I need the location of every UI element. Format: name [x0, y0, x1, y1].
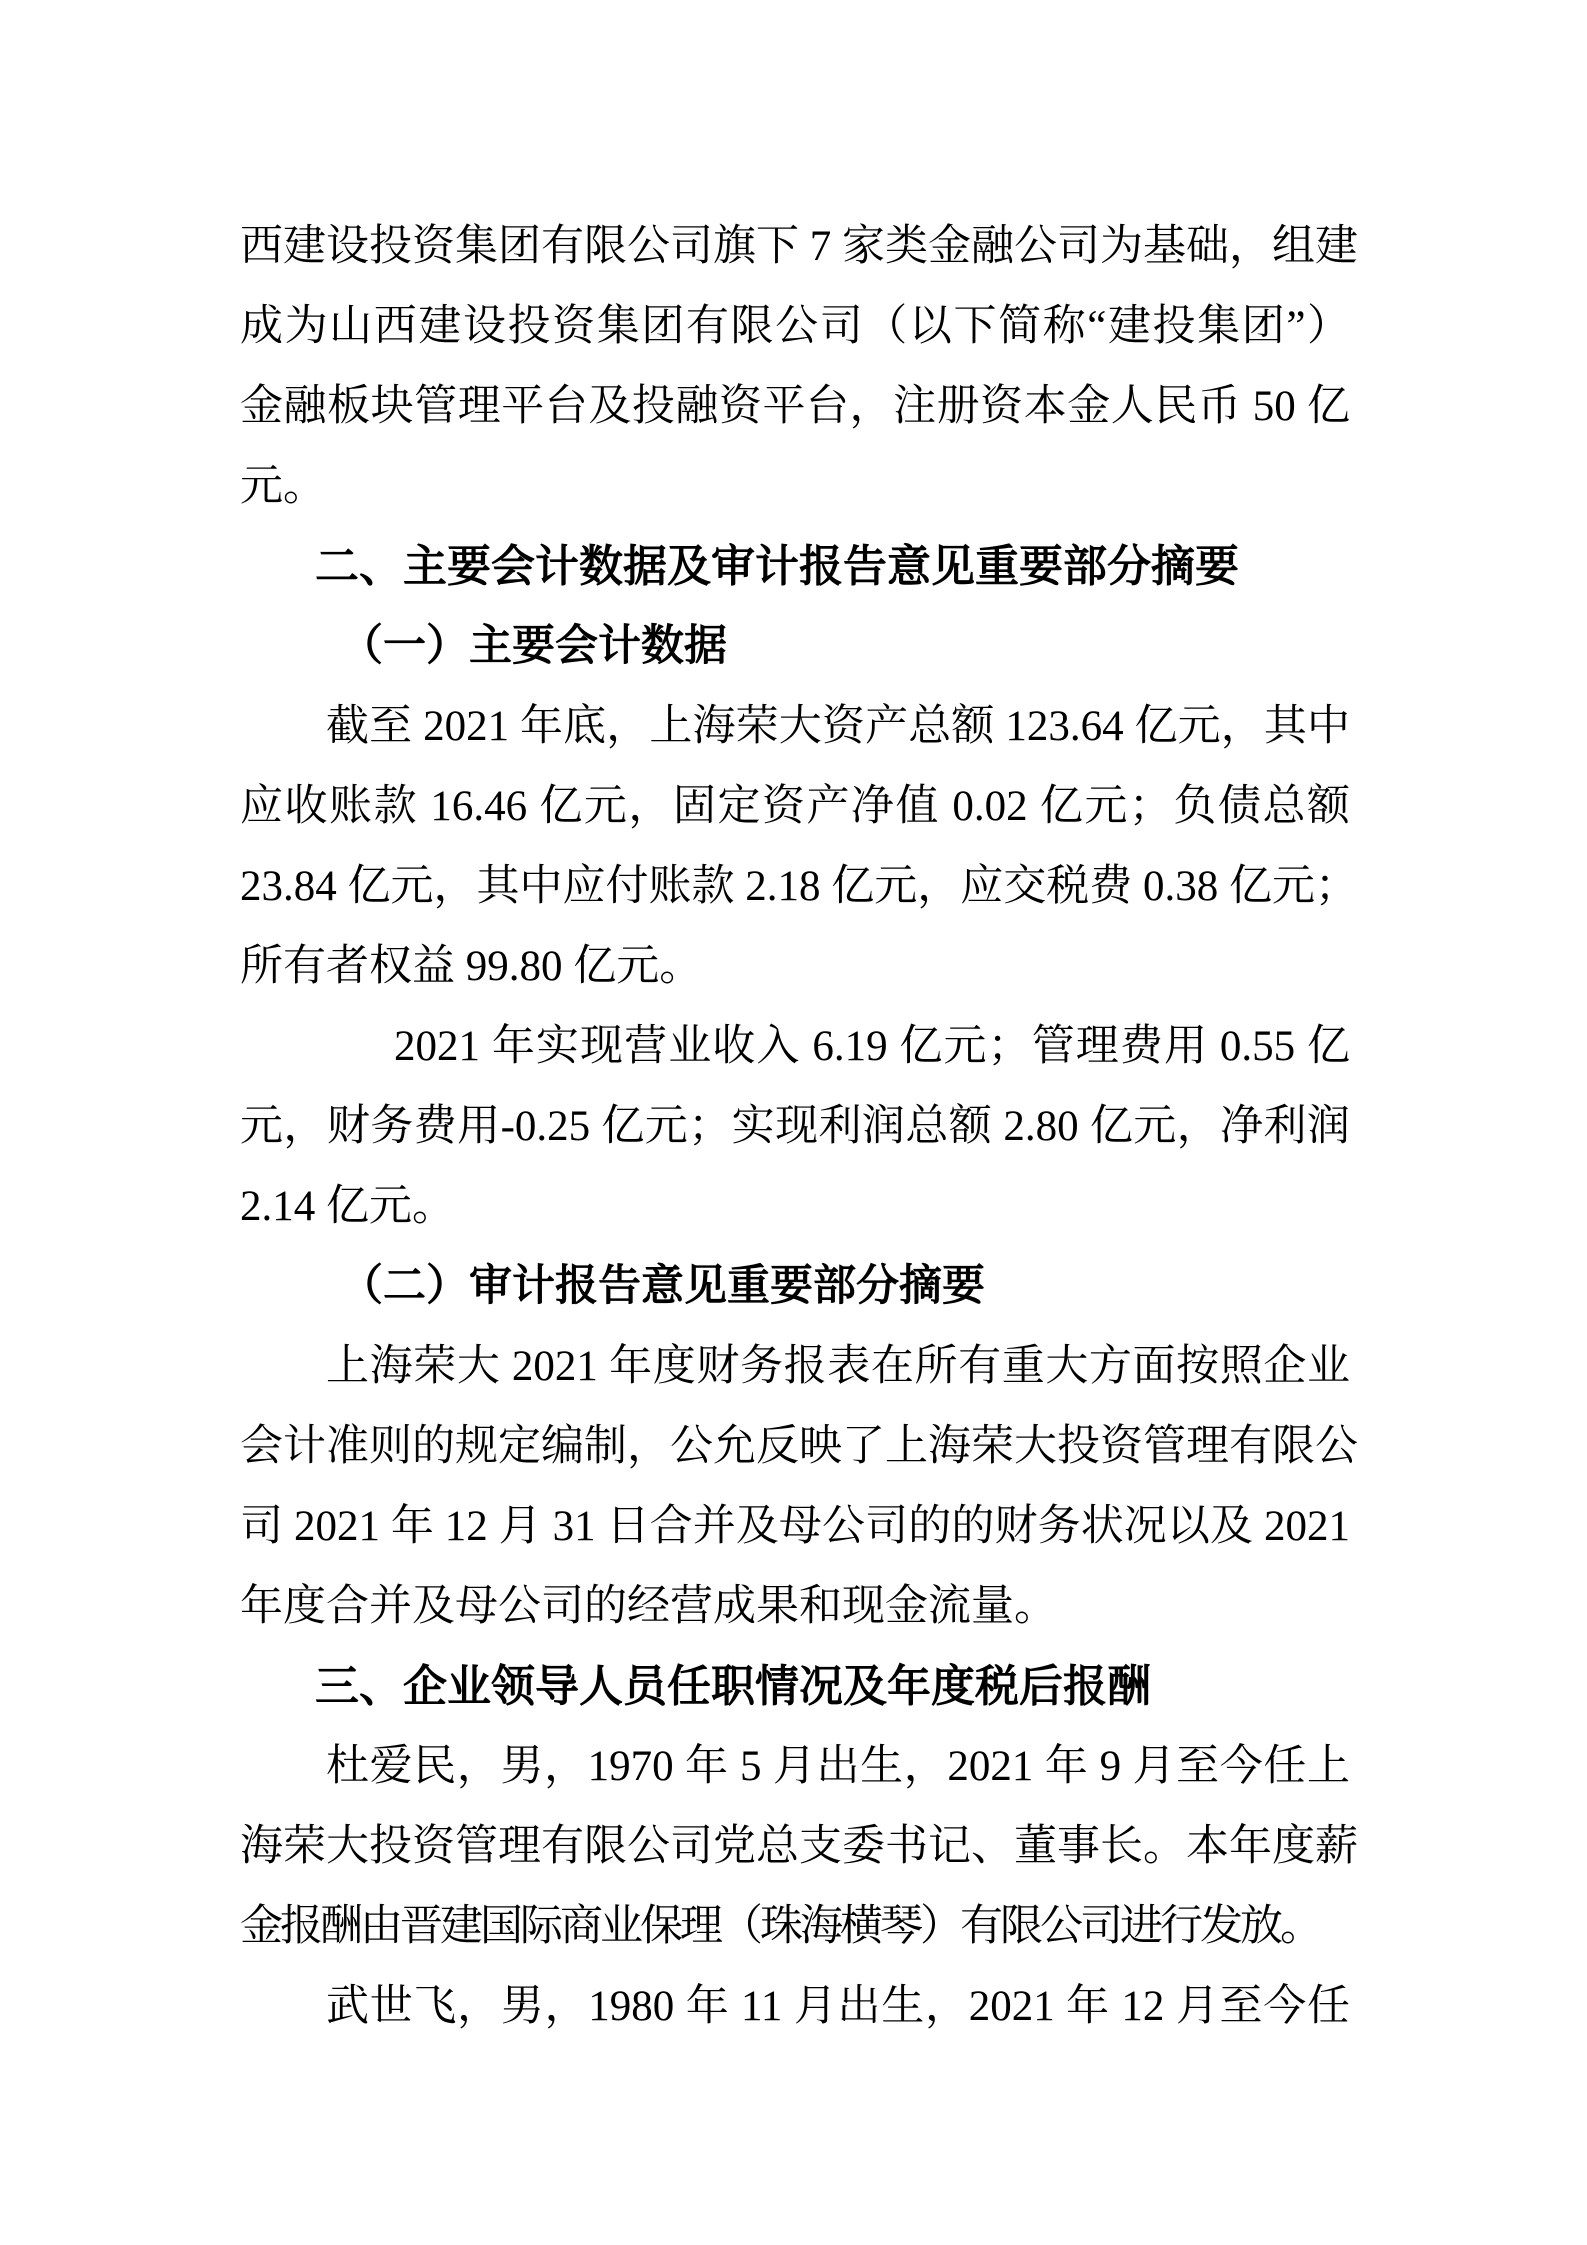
text-line: 会计准则的规定编制，公允反映了上海荣大投资管理有限公	[240, 1423, 1358, 1470]
subsection-heading: （二）审计报告意见重要部分摘要	[340, 1263, 985, 1310]
text-line: 2.14 亿元。	[240, 1183, 455, 1230]
text-line: 金融板块管理平台及投融资平台，注册资本金人民币 50 亿	[240, 383, 1350, 430]
text-line: 金报酬由晋建国际商业保理（珠海横琴）有限公司进行发放。	[240, 1903, 1320, 1950]
document-text-block	[240, 207, 1358, 2047]
text-line: 元，财务费用-0.25 亿元；实现利润总额 2.80 亿元，净利润	[240, 1103, 1350, 1150]
text-line: 杜爱民，男，1970 年 5 月出生，2021 年 9 月至今任上	[326, 1743, 1350, 1790]
text-line: 上海荣大 2021 年度财务报表在所有重大方面按照企业	[326, 1343, 1350, 1390]
text-line: 截至 2021 年底，上海荣大资产总额 123.64 亿元，其中	[326, 703, 1350, 750]
text-line: 所有者权益 99.80 亿元。	[240, 943, 703, 990]
text-line: 元。	[240, 463, 326, 510]
subsection-heading: （一）主要会计数据	[340, 623, 727, 670]
section-heading: 二、主要会计数据及审计报告意见重要部分摘要	[315, 542, 1239, 591]
text-line: 年度合并及母公司的经营成果和现金流量。	[240, 1583, 1057, 1630]
section-heading: 三、企业领导人员任职情况及年度税后报酬	[315, 1662, 1151, 1711]
text-line: 司 2021 年 12 月 31 日合并及母公司的的财务状况以及 2021	[240, 1503, 1350, 1550]
text-line: 海荣大投资管理有限公司党总支委书记、董事长。本年度薪	[240, 1823, 1358, 1870]
text-line: 应收账款 16.46 亿元，固定资产净值 0.02 亿元；负债总额	[240, 783, 1350, 830]
text-line: 23.84 亿元，其中应付账款 2.18 亿元，应交税费 0.38 亿元；	[240, 863, 1358, 910]
text-line: 武世飞，男，1980 年 11 月出生，2021 年 12 月至今任	[326, 1983, 1350, 2030]
text-line: 西建设投资集团有限公司旗下 7 家类金融公司为基础，组建	[240, 223, 1358, 270]
text-line: 成为山西建设投资集团有限公司（以下简称“建投集团”）	[240, 303, 1350, 350]
text-line: 2021 年实现营业收入 6.19 亿元；管理费用 0.55 亿	[394, 1023, 1350, 1070]
